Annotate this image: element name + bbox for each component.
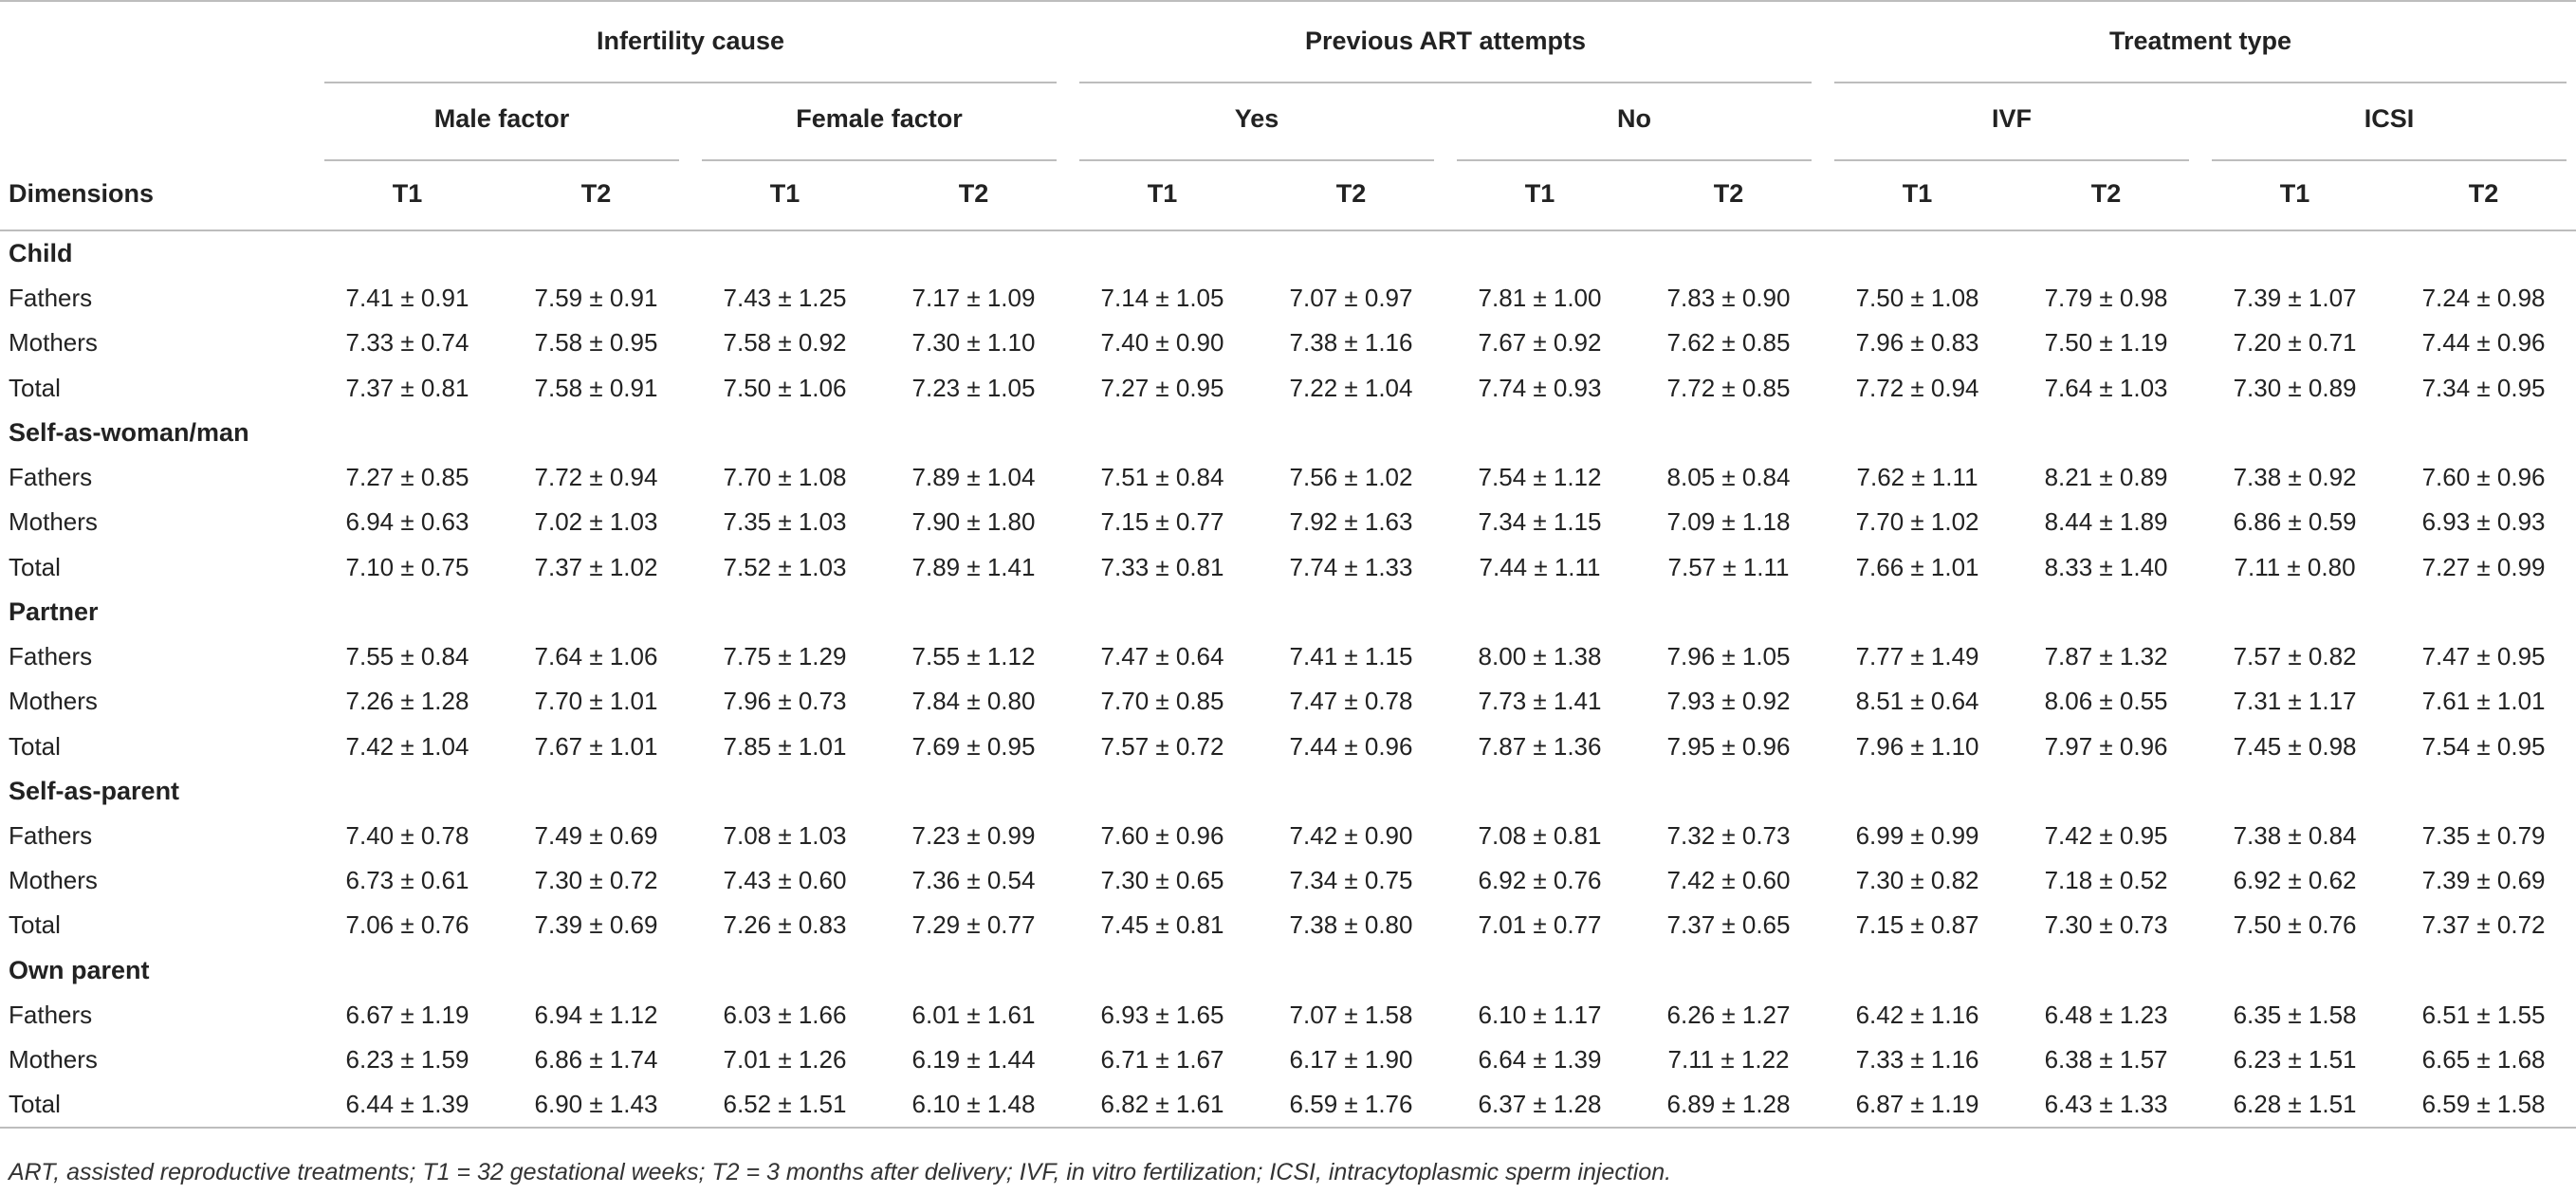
table-cell: 7.41 ± 1.15	[1289, 641, 1413, 670]
table-cell: 6.94 ± 1.12	[534, 1000, 658, 1029]
subgroup-header-icsi	[2200, 80, 2576, 157]
table-cell: 7.42 ± 1.04	[345, 731, 469, 761]
table-cell: 7.39 ± 0.69	[534, 910, 658, 940]
table-cell: 7.09 ± 1.18	[1666, 507, 1791, 537]
row-label: Mothers	[9, 687, 98, 716]
table-cell: 7.14 ± 1.05	[1100, 284, 1224, 313]
table-cell: 7.52 ± 1.03	[723, 552, 847, 581]
table-cell: 7.23 ± 1.05	[911, 373, 1036, 402]
table-cell: 7.23 ± 0.99	[911, 820, 1036, 850]
table-cell: 7.39 ± 0.69	[2421, 866, 2546, 895]
table-cell: 6.19 ± 1.44	[911, 1045, 1036, 1074]
table-cell: 7.07 ± 1.58	[1289, 1000, 1413, 1029]
table-cell: 7.57 ± 0.82	[2233, 641, 2357, 670]
table-cell: 7.24 ± 0.98	[2421, 284, 2546, 313]
table-row	[0, 276, 2576, 321]
table-cell: 7.06 ± 0.76	[345, 910, 469, 940]
table-cell: 6.35 ± 1.58	[2233, 1000, 2357, 1029]
table-cell: 7.54 ± 0.95	[2421, 731, 2546, 761]
table-cell: 7.64 ± 1.03	[2044, 373, 2168, 402]
group-header-previous-art-attempts	[1068, 1, 1823, 80]
table-cell: 7.37 ± 0.65	[1666, 910, 1791, 940]
table-cell: 7.85 ± 1.01	[723, 731, 847, 761]
table-cell: 7.38 ± 0.84	[2233, 820, 2357, 850]
table-cell: 8.44 ± 1.89	[2044, 507, 2168, 537]
table-cell: 7.58 ± 0.92	[723, 328, 847, 358]
dimensions-header: Dimensions	[0, 157, 313, 230]
table-cell: 7.67 ± 1.01	[534, 731, 658, 761]
table-cell: 7.97 ± 0.96	[2044, 731, 2168, 761]
row-label: Total	[9, 373, 61, 402]
row-label: Fathers	[9, 641, 93, 670]
table-cell: 6.23 ± 1.51	[2233, 1045, 2357, 1074]
table-cell: 7.27 ± 0.85	[345, 463, 469, 492]
time-header: T1	[313, 157, 502, 230]
table-row	[0, 321, 2576, 365]
table-row	[0, 544, 2576, 589]
table-cell: 7.69 ± 0.95	[911, 731, 1036, 761]
table-cell: 7.60 ± 0.96	[1100, 820, 1224, 850]
table-cell: 7.37 ± 0.81	[345, 373, 469, 402]
table-row	[0, 455, 2576, 500]
table-cell: 7.74 ± 0.93	[1478, 373, 1602, 402]
table-cell: 7.01 ± 1.26	[723, 1045, 847, 1074]
table-cell: 7.90 ± 1.80	[911, 507, 1036, 537]
group-label: Treatment type	[2109, 26, 2292, 55]
table-cell: 7.41 ± 0.91	[345, 284, 469, 313]
table-cell: 6.93 ± 0.93	[2421, 507, 2546, 537]
time-header: T1	[690, 157, 879, 230]
subgroup-header-no	[1445, 80, 1823, 157]
time-header: T2	[1257, 157, 1445, 230]
section-title: Self-as-woman/man	[9, 417, 249, 447]
header-spacer	[0, 80, 313, 157]
table-row	[0, 634, 2576, 679]
table-cell: 8.51 ± 0.64	[1855, 687, 1979, 716]
table-cell: 6.92 ± 0.76	[1478, 866, 1602, 895]
table-row	[0, 993, 2576, 1038]
table-cell: 6.23 ± 1.59	[345, 1045, 469, 1074]
table-cell: 8.06 ± 0.55	[2044, 687, 2168, 716]
table-cell: 6.93 ± 1.65	[1100, 1000, 1224, 1029]
table-cell: 7.26 ± 1.28	[345, 687, 469, 716]
table-cell: 6.64 ± 1.39	[1478, 1045, 1602, 1074]
row-label: Mothers	[9, 1045, 98, 1074]
table-cell: 8.05 ± 0.84	[1666, 463, 1791, 492]
table-cell: 7.84 ± 0.80	[911, 687, 1036, 716]
table-cell: 7.18 ± 0.52	[2044, 866, 2168, 895]
subgroup-label: ICSI	[2364, 103, 2415, 133]
table-cell: 8.21 ± 0.89	[2044, 463, 2168, 492]
table-cell: 6.67 ± 1.19	[345, 1000, 469, 1029]
section-row	[0, 590, 2576, 634]
table-cell: 7.33 ± 0.81	[1100, 552, 1224, 581]
table-cell: 7.77 ± 1.49	[1855, 641, 1979, 670]
table-cell: 7.37 ± 0.72	[2421, 910, 2546, 940]
table-cell: 7.92 ± 1.63	[1289, 507, 1413, 537]
subgroup-header-ivf	[1823, 80, 2200, 157]
subgroup-label: Male factor	[433, 103, 570, 133]
table-cell: 7.67 ± 0.92	[1478, 328, 1602, 358]
subgroup-header-female-factor	[690, 80, 1068, 157]
subgroup-label: Yes	[1234, 103, 1279, 133]
table-cell: 7.22 ± 1.04	[1289, 373, 1413, 402]
table-cell: 6.71 ± 1.67	[1100, 1045, 1224, 1074]
table-cell: 7.31 ± 1.17	[2233, 687, 2357, 716]
section-title: Own parent	[9, 955, 150, 984]
subgroup-label: IVF	[1992, 103, 2033, 133]
table-cell: 7.34 ± 0.75	[1289, 866, 1413, 895]
row-label: Mothers	[9, 866, 98, 895]
table-cell: 7.58 ± 0.95	[534, 328, 658, 358]
table-cell: 7.27 ± 0.95	[1100, 373, 1224, 402]
table-cell: 7.72 ± 0.85	[1666, 373, 1791, 402]
table-cell: 6.37 ± 1.28	[1445, 1082, 1634, 1128]
section-title: Child	[9, 239, 73, 267]
table-cell: 7.34 ± 1.15	[1478, 507, 1602, 537]
table-cell: 7.54 ± 1.12	[1478, 463, 1602, 492]
section-title: Partner	[9, 597, 99, 626]
table-row	[0, 1082, 2576, 1128]
table-cell: 7.47 ± 0.95	[2421, 641, 2546, 670]
group-header-infertility-cause	[313, 1, 1068, 80]
table-cell: 7.49 ± 0.69	[534, 820, 658, 850]
table-cell: 7.72 ± 0.94	[534, 463, 658, 492]
table-cell: 7.38 ± 1.16	[1289, 328, 1413, 358]
time-header: T1	[2200, 157, 2389, 230]
table-cell: 7.72 ± 0.94	[1855, 373, 1979, 402]
table-cell: 7.30 ± 0.73	[2044, 910, 2168, 940]
table-cell: 6.94 ± 0.63	[345, 507, 469, 537]
table-cell: 7.37 ± 1.02	[534, 552, 658, 581]
table-cell: 7.43 ± 0.60	[723, 866, 847, 895]
table-cell: 6.87 ± 1.19	[1823, 1082, 2012, 1128]
table-cell: 7.96 ± 1.05	[1666, 641, 1791, 670]
table-cell: 7.27 ± 0.99	[2421, 552, 2546, 581]
table-cell: 7.59 ± 0.91	[534, 284, 658, 313]
table-cell: 7.07 ± 0.97	[1289, 284, 1413, 313]
table-cell: 7.96 ± 0.73	[723, 687, 847, 716]
table-cell: 7.10 ± 0.75	[345, 552, 469, 581]
table-cell: 7.73 ± 1.41	[1478, 687, 1602, 716]
table-cell: 7.66 ± 1.01	[1855, 552, 1979, 581]
row-label: Total	[9, 910, 61, 940]
table-cell: 7.42 ± 0.95	[2044, 820, 2168, 850]
table-footnote: ART, assisted reproductive treatments; T1 = 32 gestational weeks; T2 = 3 months after delivery; IVF, in vitro fertilization; ICSI, intracytoplasmic sperm injection.	[9, 1159, 1672, 1185]
table-cell: 7.50 ± 1.06	[723, 373, 847, 402]
table-cell: 7.89 ± 1.04	[911, 463, 1036, 492]
table-cell: 7.11 ± 0.80	[2234, 552, 2356, 581]
table-cell: 7.75 ± 1.29	[723, 641, 847, 670]
table-row	[0, 366, 2576, 411]
table-cell: 6.42 ± 1.16	[1855, 1000, 1979, 1029]
table-cell: 7.02 ± 1.03	[534, 507, 658, 537]
row-label: Total	[9, 731, 61, 761]
table-cell: 7.96 ± 0.83	[1855, 328, 1979, 358]
section-row	[0, 769, 2576, 814]
table-cell: 6.51 ± 1.55	[2421, 1000, 2546, 1029]
table-cell: 7.55 ± 0.84	[345, 641, 469, 670]
table-cell: 7.42 ± 0.90	[1289, 820, 1413, 850]
table-cell: 7.43 ± 1.25	[723, 284, 847, 313]
header-corner	[0, 1, 313, 80]
table-cell: 7.40 ± 0.90	[1100, 328, 1224, 358]
table-cell: 6.38 ± 1.57	[2044, 1045, 2168, 1074]
row-label: Total	[0, 1082, 313, 1128]
table-cell: 7.32 ± 0.73	[1666, 820, 1791, 850]
table-cell: 7.55 ± 1.12	[911, 641, 1036, 670]
subgroup-label: Female factor	[796, 103, 963, 133]
table-cell: 7.62 ± 1.11	[1856, 463, 1978, 492]
row-label: Mothers	[9, 328, 98, 358]
time-header: T1	[1823, 157, 2012, 230]
table-cell: 7.70 ± 1.08	[723, 463, 847, 492]
table-cell: 6.90 ± 1.43	[502, 1082, 690, 1128]
section-row	[0, 948, 2576, 993]
group-header-treatment-type	[1823, 1, 2576, 80]
table-cell: 7.30 ± 0.82	[1855, 866, 1979, 895]
time-header: T2	[502, 157, 690, 230]
table-cell: 6.82 ± 1.61	[1068, 1082, 1257, 1128]
row-label: Mothers	[9, 507, 98, 537]
table-cell: 7.61 ± 1.01	[2421, 687, 2546, 716]
table-cell: 6.28 ± 1.51	[2200, 1082, 2389, 1128]
table-cell: 8.00 ± 1.38	[1478, 641, 1602, 670]
table-row	[0, 814, 2576, 858]
time-header: T2	[2012, 157, 2200, 230]
table-row	[0, 858, 2576, 903]
table-cell: 6.43 ± 1.33	[2012, 1082, 2200, 1128]
table-cell: 7.38 ± 0.80	[1289, 910, 1413, 940]
table-cell: 7.44 ± 0.96	[1289, 731, 1413, 761]
time-header: T2	[879, 157, 1068, 230]
table-cell: 6.03 ± 1.66	[723, 1000, 847, 1029]
table-cell: 6.48 ± 1.23	[2044, 1000, 2168, 1029]
table-cell: 7.08 ± 0.81	[1478, 820, 1602, 850]
table-cell: 7.39 ± 1.07	[2233, 284, 2357, 313]
table-cell: 7.34 ± 0.95	[2421, 373, 2546, 402]
table-cell: 7.83 ± 0.90	[1666, 284, 1791, 313]
table-cell: 7.51 ± 0.84	[1100, 463, 1224, 492]
table-cell: 6.52 ± 1.51	[690, 1082, 879, 1128]
table-cell: 7.58 ± 0.91	[534, 373, 658, 402]
table-cell: 7.50 ± 1.08	[1855, 284, 1979, 313]
table-cell: 7.45 ± 0.81	[1100, 910, 1224, 940]
table-cell: 7.35 ± 0.79	[2421, 820, 2546, 850]
table-cell: 7.89 ± 1.41	[911, 552, 1036, 581]
table-cell: 7.60 ± 0.96	[2421, 463, 2546, 492]
table-cell: 7.57 ± 1.11	[1667, 552, 1790, 581]
table-cell: 6.10 ± 1.17	[1478, 1000, 1602, 1029]
table-row	[0, 679, 2576, 724]
table-cell: 7.47 ± 0.78	[1289, 687, 1413, 716]
table-cell: 7.15 ± 0.87	[1855, 910, 1979, 940]
table-cell: 7.33 ± 0.74	[345, 328, 469, 358]
table-cell: 6.92 ± 0.62	[2233, 866, 2357, 895]
row-label: Fathers	[9, 1000, 93, 1029]
table-row	[0, 1038, 2576, 1082]
table-cell: 7.30 ± 0.89	[2233, 373, 2357, 402]
table-cell: 7.74 ± 1.33	[1289, 552, 1413, 581]
table-cell: 7.87 ± 1.36	[1478, 731, 1602, 761]
table-cell: 7.44 ± 1.11	[1479, 552, 1601, 581]
table-cell: 7.70 ± 1.01	[534, 687, 658, 716]
table-cell: 7.81 ± 1.00	[1478, 284, 1602, 313]
table-row	[0, 500, 2576, 544]
table-cell: 7.50 ± 0.76	[2233, 910, 2357, 940]
table-cell: 7.29 ± 0.77	[911, 910, 1036, 940]
table-cell: 7.01 ± 0.77	[1478, 910, 1602, 940]
table-cell: 6.26 ± 1.27	[1666, 1000, 1791, 1029]
table-cell: 7.44 ± 0.96	[2421, 328, 2546, 358]
table-cell: 7.70 ± 0.85	[1100, 687, 1224, 716]
table-cell: 7.20 ± 0.71	[2233, 328, 2357, 358]
table-row	[0, 724, 2576, 768]
table-cell: 6.73 ± 0.61	[345, 866, 469, 895]
table-cell: 7.56 ± 1.02	[1289, 463, 1413, 492]
table-cell: 6.99 ± 0.99	[1855, 820, 1979, 850]
table-cell: 6.01 ± 1.61	[911, 1000, 1036, 1029]
row-label: Fathers	[9, 463, 93, 492]
table-cell: 7.38 ± 0.92	[2233, 463, 2357, 492]
subgroup-header-yes	[1068, 80, 1445, 157]
table-cell: 7.47 ± 0.64	[1100, 641, 1224, 670]
table-row	[0, 903, 2576, 947]
time-header: T2	[1634, 157, 1823, 230]
section-row	[0, 411, 2576, 455]
section-row	[0, 230, 2576, 276]
table-cell: 7.50 ± 1.19	[2044, 328, 2168, 358]
time-header: T2	[2389, 157, 2576, 230]
group-label: Infertility cause	[596, 26, 785, 55]
table-cell: 7.45 ± 0.98	[2233, 731, 2357, 761]
table-cell: 7.11 ± 1.22	[1667, 1045, 1790, 1074]
table-cell: 7.26 ± 0.83	[723, 910, 847, 940]
group-label: Previous ART attempts	[1304, 26, 1587, 55]
table-cell: 6.59 ± 1.58	[2389, 1082, 2576, 1128]
table-cell: 7.17 ± 1.09	[911, 284, 1036, 313]
table-cell: 7.36 ± 0.54	[911, 866, 1036, 895]
table-cell: 7.40 ± 0.78	[345, 820, 469, 850]
table-cell: 6.59 ± 1.76	[1257, 1082, 1445, 1128]
table-body	[0, 230, 2576, 1128]
table-cell: 6.10 ± 1.48	[879, 1082, 1068, 1128]
table-cell: 7.30 ± 1.10	[911, 328, 1036, 358]
table-cell: 7.42 ± 0.60	[1666, 866, 1791, 895]
row-label: Fathers	[9, 820, 93, 850]
table-cell: 7.64 ± 1.06	[534, 641, 658, 670]
table-cell: 8.33 ± 1.40	[2044, 552, 2168, 581]
table-cell: 6.17 ± 1.90	[1289, 1045, 1413, 1074]
table-header	[0, 1, 2576, 230]
row-label: Fathers	[9, 284, 93, 313]
table-cell: 7.79 ± 0.98	[2044, 284, 2168, 313]
table-cell: 6.86 ± 0.59	[2233, 507, 2357, 537]
table-cell: 7.33 ± 1.16	[1855, 1045, 1979, 1074]
time-header: T1	[1068, 157, 1257, 230]
table-cell: 7.30 ± 0.65	[1100, 866, 1224, 895]
subgroup-header-male-factor	[313, 80, 690, 157]
table-cell: 7.30 ± 0.72	[534, 866, 658, 895]
table-cell: 6.86 ± 1.74	[534, 1045, 658, 1074]
table-cell: 6.44 ± 1.39	[313, 1082, 502, 1128]
time-header: T1	[1445, 157, 1634, 230]
table-cell: 7.35 ± 1.03	[723, 507, 847, 537]
table-cell: 7.87 ± 1.32	[2044, 641, 2168, 670]
table-cell: 7.08 ± 1.03	[723, 820, 847, 850]
table-cell: 7.15 ± 0.77	[1100, 507, 1224, 537]
table-cell: 7.93 ± 0.92	[1666, 687, 1791, 716]
table-cell: 7.95 ± 0.96	[1666, 731, 1791, 761]
table-cell: 7.96 ± 1.10	[1855, 731, 1979, 761]
section-title: Self-as-parent	[9, 776, 180, 805]
table-cell: 6.89 ± 1.28	[1634, 1082, 1823, 1128]
table-cell: 7.62 ± 0.85	[1666, 328, 1791, 358]
table-cell: 7.57 ± 0.72	[1100, 731, 1224, 761]
table-cell: 7.70 ± 1.02	[1855, 507, 1979, 537]
table-cell: 6.65 ± 1.68	[2421, 1045, 2546, 1074]
subgroup-label: No	[1617, 103, 1652, 133]
row-label: Total	[9, 552, 61, 581]
